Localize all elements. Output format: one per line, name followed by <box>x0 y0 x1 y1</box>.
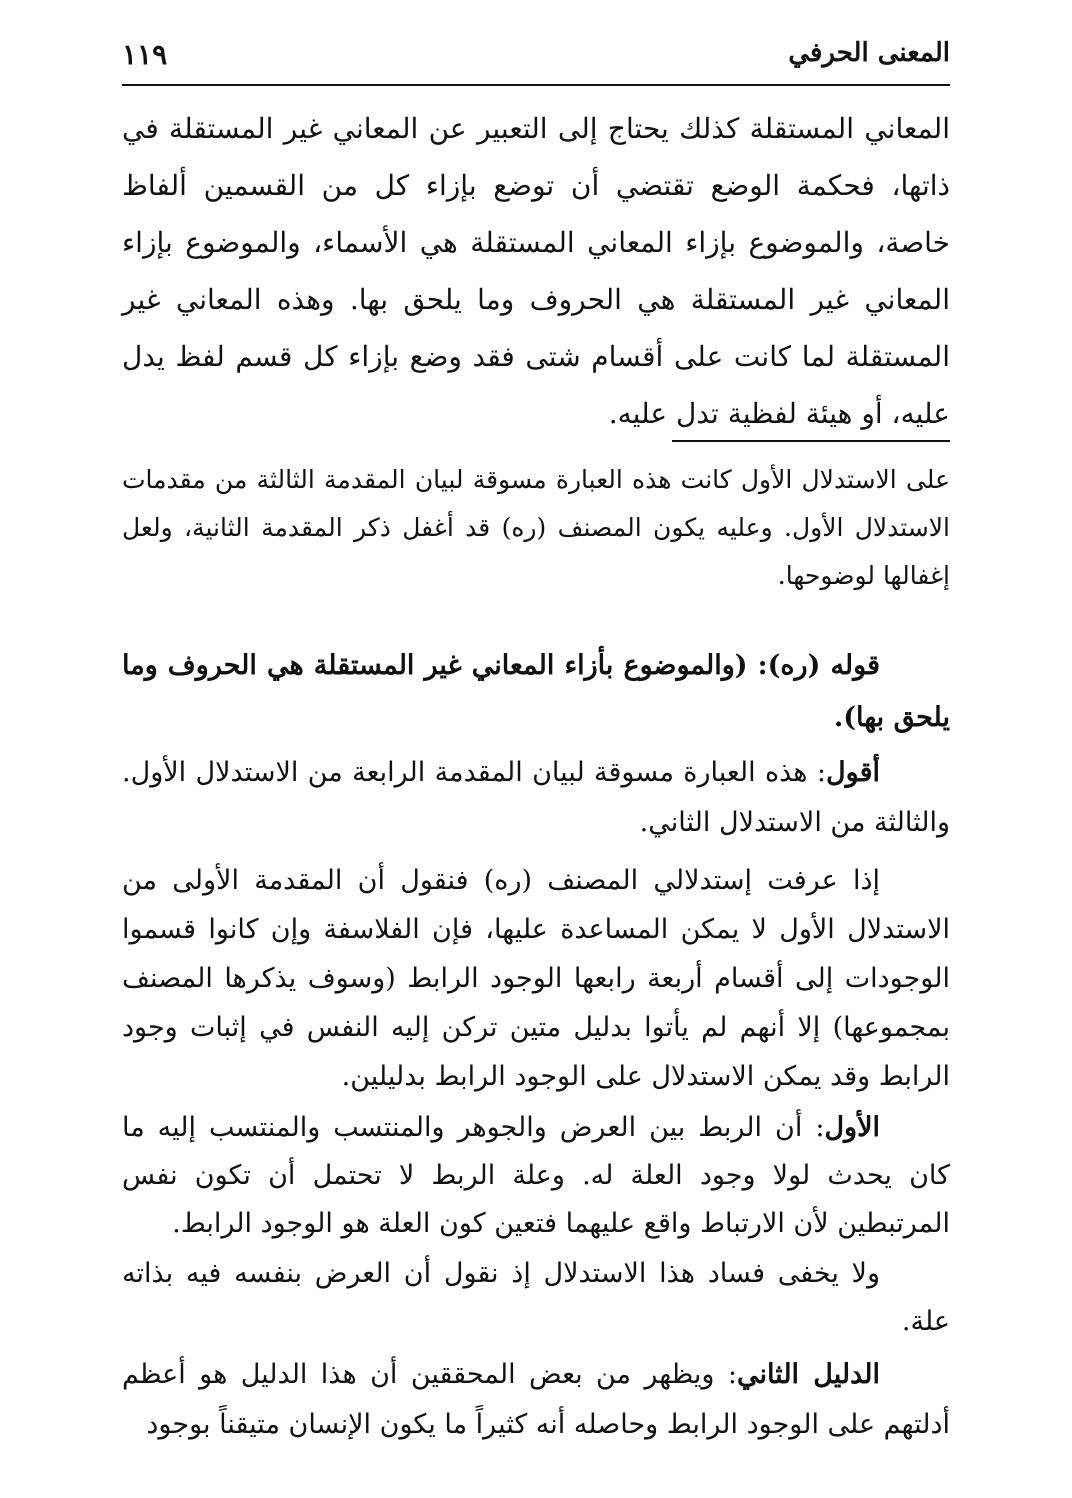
second-proof-text: : ويظهر من بعض المحققين أن هذا الدليل هو أعظم أدلتهم على الوجود الرابط وحاصله أنه كثيراً ما يكون الإنسان متيقناً بوجود <box>122 1359 950 1440</box>
footnote-text: على الاستدلال الأول كانت هذه العبارة مسوقة لبيان المقدمة الثالثة من مقدمات الاستدلال الأول. وعليه يكون المصنف (ره) قد أغفل ذكر المقدمة الثانية، ولعل إغفالها لوضوحها. <box>122 465 950 590</box>
book-page <box>122 0 950 1498</box>
second-proof-label: الدليل الثاني <box>736 1359 880 1390</box>
footnote-divider <box>672 440 950 442</box>
aqul-label: أقول <box>826 757 880 788</box>
refutation-paragraph: ولا يخفى فساد هذا الاستدلال إذ نقول أن العرض بنفسه فيه بذاته علة. <box>122 1258 950 1337</box>
page-number: ١١٩ <box>122 38 168 71</box>
page-header <box>122 38 950 78</box>
aqul-text: : هذه العبارة مسوقة لبيان المقدمة الرابعة من الاستدلال الأول. والثالثة من الاستدلال الثاني. <box>122 757 950 838</box>
first-proof-text: : أن الربط بين العرض والجوهر والمنتسب والمنتسب إليه ما كان يحدث لولا وجود العلة له. وعلة الربط لا تحتمل أن تكون نفس المرتبطين لأن الارتباط واقع عليهما فتعين كون العلة هو الوجود الرابط. <box>122 1112 950 1239</box>
section-quote: قوله (ره): (والموضوع بأزاء المعاني غير المستقلة هي الحروف وما يلحق بها). <box>122 650 950 733</box>
first-proof-label: الأول <box>824 1112 880 1143</box>
second-proof-paragraph <box>122 1350 950 1450</box>
header-divider <box>122 84 950 86</box>
running-title: المعنى الحرفي <box>788 38 950 68</box>
main-paragraph: المعاني المستقلة كذلك يحتاج إلى التعبير عن المعاني غير المستقلة في ذاتها، فحكمة الوضع تقتضي أن توضع بإزاء كل من القسمين ألفاظ خاصة، والموضوع بإزاء المعاني المستقلة هي الأسماء، والموضوع بإزاء المعاني غير المستقلة هي الحروف وما يلحق بها. وهذه المعاني غير المستقلة لما كانت على أقسام شتى فقد وضع بإزاء كل قسم لفظ يدل عليه، أو هيئة لفظية تدل عليه. <box>122 112 950 430</box>
aqul-paragraph <box>122 748 950 848</box>
first-proof-paragraph <box>122 1104 950 1248</box>
argument-paragraph: إذا عرفت إستدلالي المصنف (ره) فنقول أن المقدمة الأولى من الاستدلال الأول لا يمكن المساعدة عليها، فإن الفلاسفة وإن كانوا قسموا الوجودات إلى أقسام أربعة رابعها الوجود الرابط (وسوف يذكرها المصنف بمجموعها) إلا أنهم لم يأتوا بدليل متين تركن إليه النفس في إثبات وجود الرابط وقد يمكن الاستدلال على الوجود الرابط بدليلين. <box>122 865 950 1092</box>
